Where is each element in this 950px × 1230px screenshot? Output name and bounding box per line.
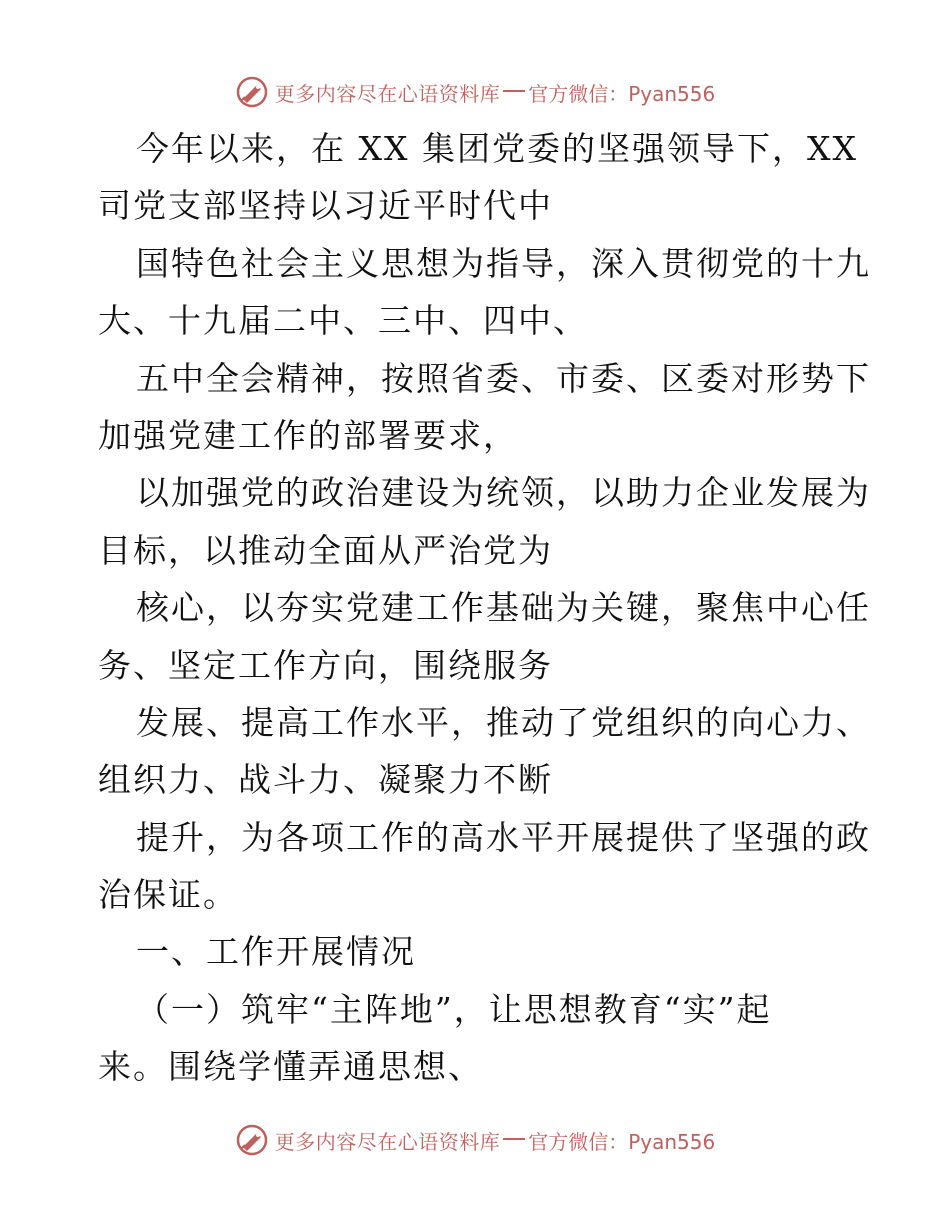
- section-heading: 一、工作开展情况: [136, 932, 416, 972]
- body-line: 大、十九届二中、三中、四中、: [98, 301, 588, 341]
- header-banner-text: 更多内容尽在心语资料库: [274, 81, 501, 106]
- body-line: 今年以来，在 XX 集团党委的坚强领导下，XX: [136, 129, 858, 168]
- footer-banner-separator: [503, 1138, 525, 1140]
- body-line: 务、坚定工作方向，围绕服务: [98, 645, 553, 685]
- body-line: 治保证。: [98, 875, 238, 915]
- body-line: 司党支部坚持以习近平时代中: [98, 186, 553, 226]
- body-line: 提升，为各项工作的高水平开展提供了坚强的政: [136, 817, 871, 857]
- pen-nib-logo-icon: [235, 75, 269, 109]
- body-line: 来。围绕学懂弄通思想、: [98, 1047, 483, 1087]
- header-banner-separator: [503, 90, 525, 92]
- footer-banner-text: 更多内容尽在心语资料库: [274, 1129, 501, 1154]
- body-line: 目标，以推动全面从严治党为: [98, 530, 553, 570]
- footer-banner-tail: 官方微信：Pyan556: [528, 1129, 716, 1154]
- footer-banner: [0, 1120, 950, 1160]
- header-banner-tail: 官方微信：Pyan556: [528, 81, 716, 106]
- body-line: 发展、提高工作水平，推动了党组织的向心力、: [136, 702, 871, 742]
- document-body: [98, 120, 878, 1096]
- body-line: 组织力、战斗力、凝聚力不断: [98, 760, 553, 800]
- subsection-heading: （一）筑牢“主阵地”，让思想教育“实”起: [136, 989, 772, 1029]
- header-banner: [0, 72, 950, 112]
- body-line: 加强党建工作的部署要求，: [98, 415, 518, 455]
- pen-nib-logo-icon: [235, 1123, 269, 1157]
- body-line: 五中全会精神，按照省委、市委、区委对形势下: [136, 358, 871, 398]
- body-line: 核心，以夯实党建工作基础为关键，聚焦中心任: [136, 588, 871, 628]
- body-line: 以加强党的政治建设为统领，以助力企业发展为: [136, 473, 871, 513]
- body-line: 国特色社会主义思想为指导，深入贯彻党的十九: [136, 243, 871, 283]
